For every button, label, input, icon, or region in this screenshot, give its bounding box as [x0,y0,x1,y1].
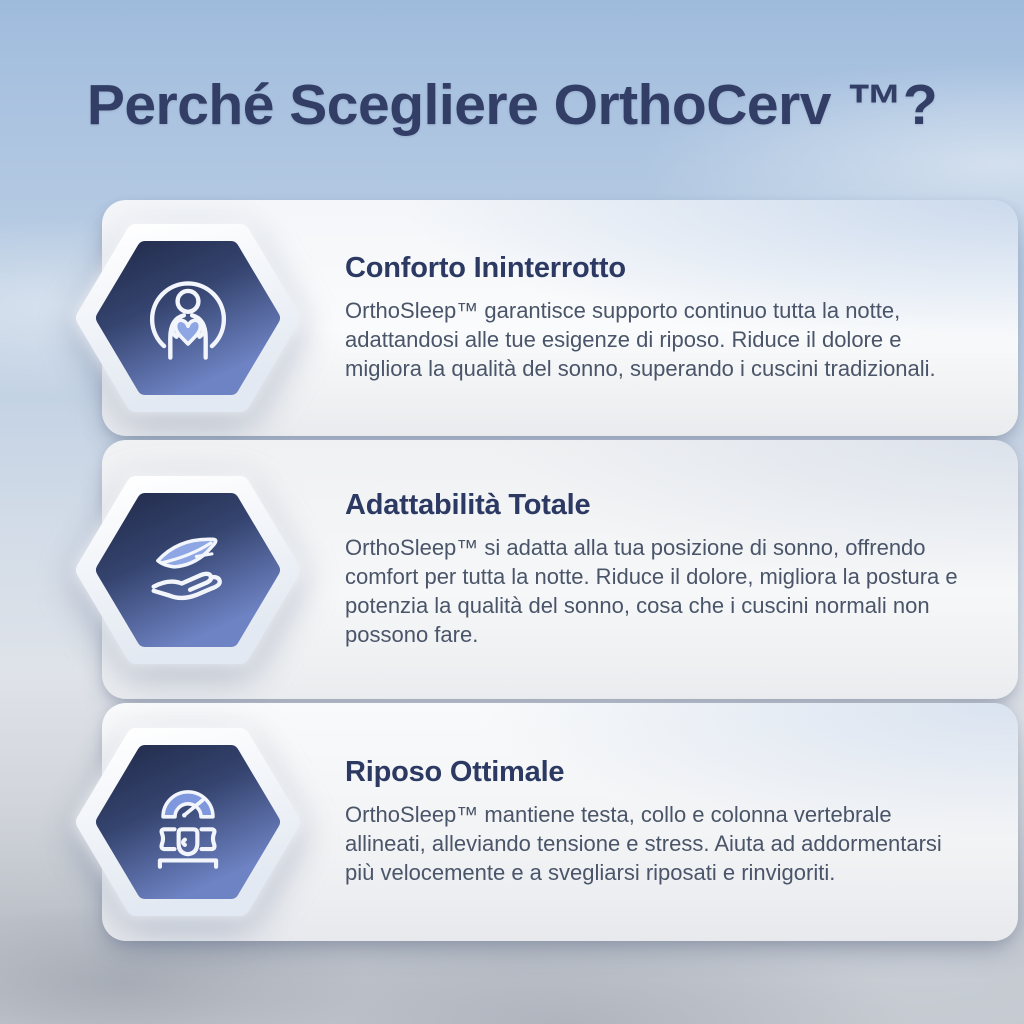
gauge-rest-icon [136,770,240,874]
card-body: OrthoSleep™ garantisce supporto continuo tutta la notte, adattandosi alle tue esigenze di riposo. Riduce il dolore e migliora la qualità del sonno, superando i cuscini tradizionali. [345,298,936,381]
feather-hand-icon [136,518,240,622]
card-title: Conforto Ininterrotto [345,252,626,285]
feature-card-adaptability [102,440,1018,699]
card-body: OrthoSleep™ mantiene testa, collo e colonna vertebrale allineati, alleviando tensione e stress. Aiuta ad addormentarsi più velocemente e a svegliarsi riposati e rinvigoriti. [345,802,942,885]
card-title: Riposo Ottimale [345,756,565,789]
hex-badge [74,219,302,417]
hex-badge [74,723,302,921]
feature-card-rest [102,703,1018,941]
person-heart-icon [136,266,240,370]
hex-badge [74,471,302,669]
feature-card-comfort [102,200,1018,436]
page-title: Perché Scegliere OrthoCerv ™? [86,73,938,137]
card-text-block [345,756,967,887]
card-text-block [345,489,967,649]
card-text-block [345,252,967,383]
card-title: Adattabilità Totale [345,489,591,522]
card-body: OrthoSleep™ si adatta alla tua posizione di sonno, offrendo comfort per tutta la notte. Riduce il dolore, migliora la postura e potenzia la qualità del sonno, cosa che i cuscini normali non possono fare. [345,535,958,647]
